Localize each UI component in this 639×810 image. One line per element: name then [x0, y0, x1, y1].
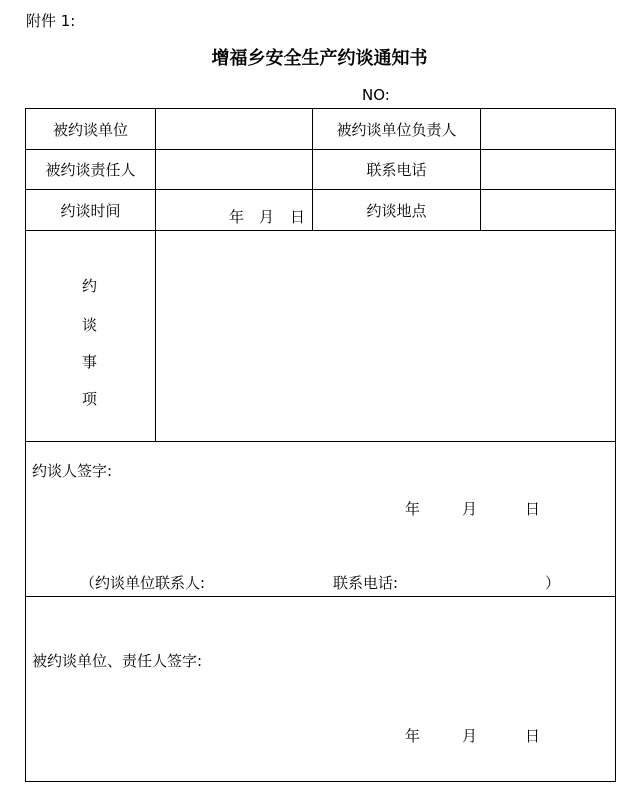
page-title: 增福乡安全生产约谈通知书 [211, 48, 428, 69]
label-interview-location: 约谈地点 [366, 201, 427, 220]
matters-label-char-3: 事 [82, 353, 98, 371]
interviewer-sign-label: 约谈人签字: [32, 462, 113, 480]
field-interview-location[interactable] [481, 190, 615, 230]
matters-label-char-1: 约 [82, 277, 98, 295]
interviewer-date-month: 月 [462, 500, 478, 518]
field-interviewer-signature[interactable] [26, 482, 615, 572]
field-interviewed-unit[interactable] [156, 109, 312, 149]
unit-contact-label: （约谈单位联系人: [80, 574, 206, 592]
document-number-label: NO: [362, 86, 390, 104]
label-responsible-person: 被约谈责任人 [45, 161, 136, 179]
interviewee-date-day: 日 [525, 727, 541, 745]
close-parenthesis: ） [545, 574, 561, 592]
label-interview-time: 约谈时间 [60, 201, 121, 220]
field-unit-leader[interactable] [481, 109, 615, 149]
label-interviewed-unit: 被约谈单位 [52, 120, 128, 139]
interviewee-date-month: 月 [462, 727, 478, 745]
interview-time-year: 年 [229, 208, 245, 226]
label-contact-phone: 联系电话 [366, 161, 427, 179]
label-unit-leader: 被约谈单位负责人 [336, 120, 457, 139]
row-divider [25, 596, 616, 597]
row-divider [25, 441, 616, 442]
unit-contact-phone-label: 联系电话: [333, 574, 399, 592]
attachment-label: 附件 1: [26, 12, 76, 30]
interview-time-day: 日 [290, 208, 306, 226]
field-responsible-person[interactable] [156, 150, 312, 189]
interview-time-month: 月 [259, 208, 275, 226]
interviewee-date-year: 年 [405, 727, 421, 745]
matters-label-char-2: 谈 [82, 316, 98, 334]
interviewer-date-year: 年 [405, 500, 421, 518]
interviewer-date-day: 日 [525, 500, 541, 518]
field-contact-phone[interactable] [481, 150, 615, 189]
field-interview-matters[interactable] [156, 231, 615, 441]
matters-label-char-4: 项 [82, 390, 98, 408]
interviewee-sign-label: 被约谈单位、责任人签字: [32, 652, 203, 670]
